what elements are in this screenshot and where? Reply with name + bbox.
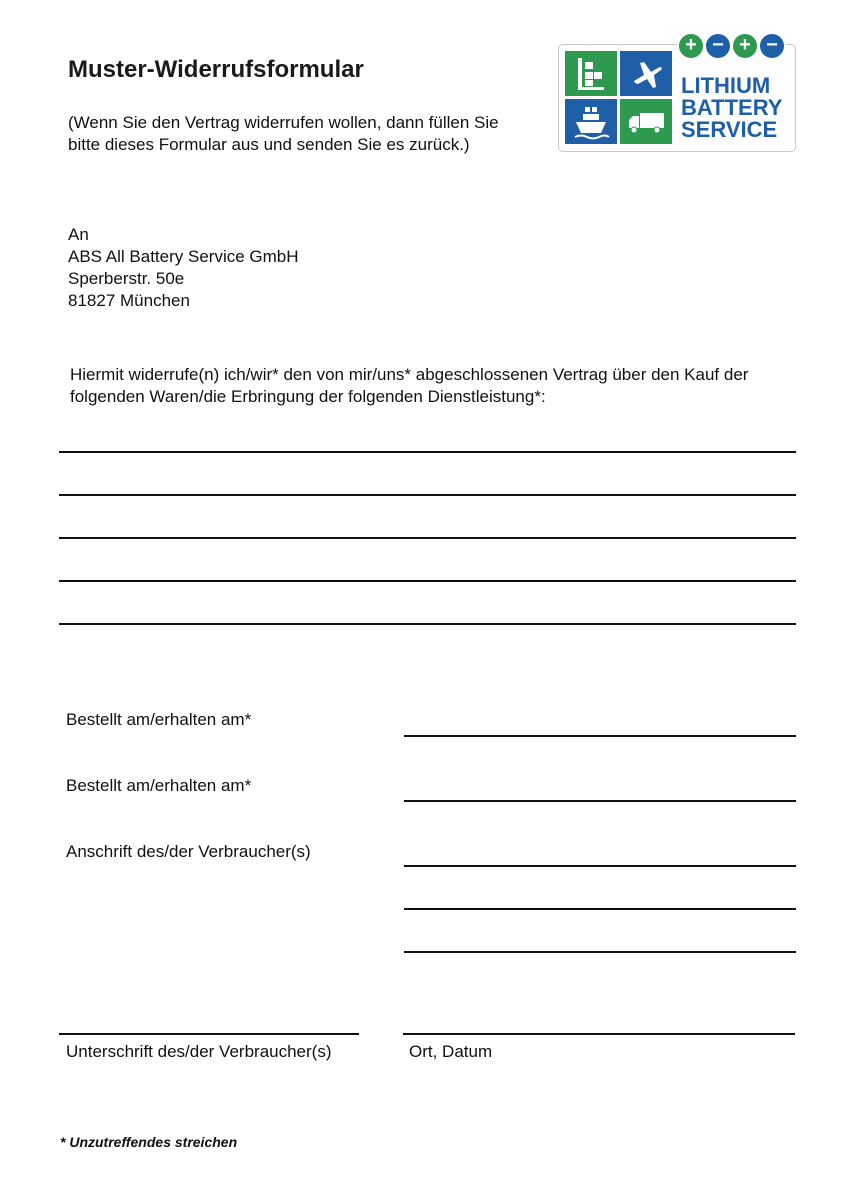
airplane-icon xyxy=(620,51,672,96)
signature-line[interactable] xyxy=(59,1033,359,1035)
recipient-street: Sperberstr. 50e xyxy=(68,269,185,288)
ordered-received-label: Bestellt am/erhalten am* xyxy=(66,776,252,795)
ordered-received-label: Bestellt am/erhalten am* xyxy=(66,710,252,729)
place-date-label: Ort, Datum xyxy=(409,1042,493,1061)
declaration-text: Hiermit widerrufe(n) ich/wir* den von mir/uns* abgeschlossenen Vertrag über den Kauf der folgenden Waren/die Erbringung der folgenden Dienstleistung*: xyxy=(70,365,749,406)
recipient-city: 81827 München xyxy=(68,291,190,310)
warehouse-icon xyxy=(565,51,617,96)
logo-wordmark: LITHIUM BATTERY SERVICE xyxy=(681,73,783,142)
ordered-received-line[interactable] xyxy=(404,800,796,802)
minus-icon: − xyxy=(704,32,732,60)
consumer-address-line[interactable] xyxy=(404,951,796,953)
signature-label: Unterschrift des/der Verbraucher(s) xyxy=(66,1042,332,1061)
ship-icon xyxy=(565,99,617,144)
goods-line[interactable] xyxy=(59,537,796,539)
consumer-address-line[interactable] xyxy=(404,865,796,867)
recipient-address xyxy=(68,224,299,312)
recipient-company: ABS All Battery Service GmbH xyxy=(68,247,299,266)
consumer-address-line[interactable] xyxy=(404,908,796,910)
goods-line[interactable] xyxy=(59,494,796,496)
lithium-battery-service-logo xyxy=(558,34,796,152)
recipient-to: An xyxy=(68,225,89,244)
goods-line[interactable] xyxy=(59,451,796,453)
truck-icon xyxy=(620,99,672,144)
page-title: Muster-Widerrufsformular xyxy=(68,56,364,83)
ordered-received-line[interactable] xyxy=(404,735,796,737)
place-date-line[interactable] xyxy=(403,1033,795,1035)
minus-icon: − xyxy=(758,32,786,60)
consumer-address-label: Anschrift des/der Verbraucher(s) xyxy=(66,842,311,861)
goods-line[interactable] xyxy=(59,623,796,625)
goods-line[interactable] xyxy=(59,580,796,582)
footnote: * Unzutreffendes streichen xyxy=(60,1134,238,1150)
plus-icon: + xyxy=(677,32,705,60)
plus-icon: + xyxy=(731,32,759,60)
intro-text: (Wenn Sie den Vertrag widerrufen wollen, dann füllen Sie bitte dieses Formular aus und senden Sie es zurück.) xyxy=(68,113,499,154)
